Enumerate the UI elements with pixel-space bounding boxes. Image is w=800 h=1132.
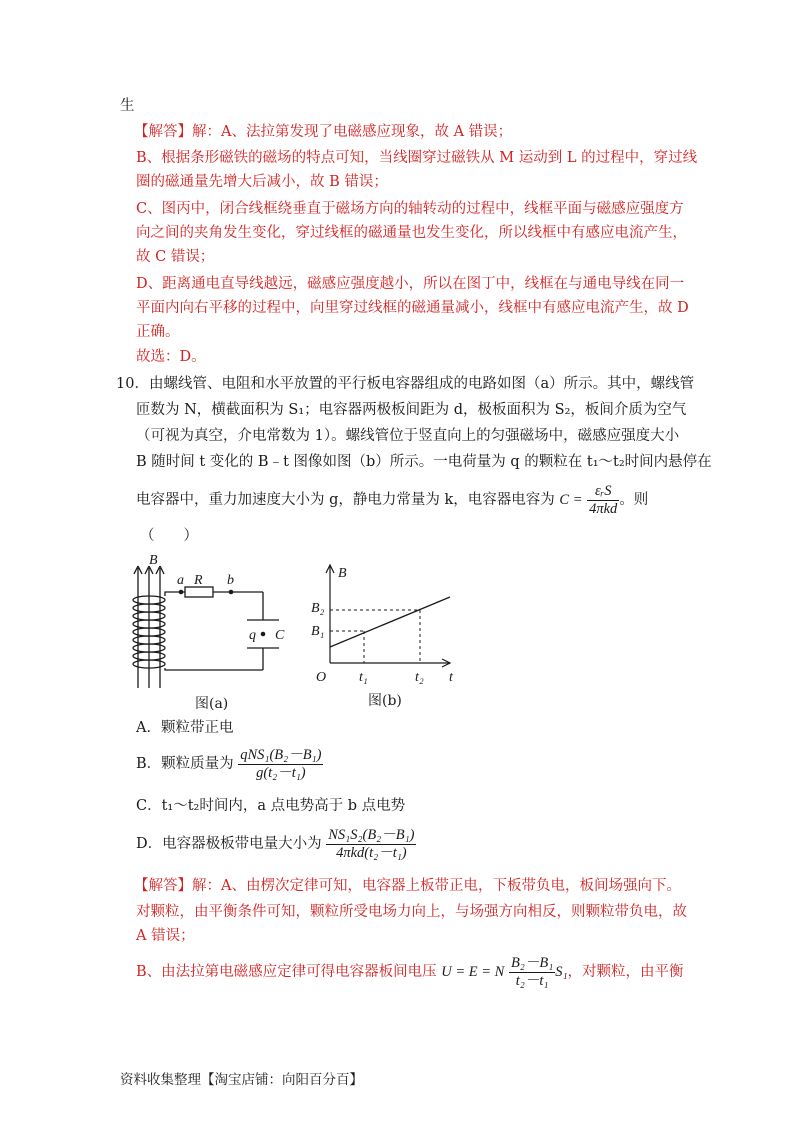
node-a [179, 590, 184, 595]
option-b-fraction [238, 747, 323, 782]
option-d [136, 826, 416, 862]
solution10-text-1: 解：A、由楞次定律可知，电容器上板带正电，下板带负电，板间场强向下。 [192, 878, 681, 894]
capacitance-denominator: 4πkd [589, 500, 618, 517]
axis-label-t: t [449, 670, 453, 685]
question10-text-1: 由螺线管、电阻和水平放置的平行板电容器组成的电路如图（a）所示。其中，螺线管 [148, 376, 695, 392]
question10-line-1 [116, 374, 694, 394]
voltage-fraction [509, 955, 555, 990]
solution10-line-3: A 错误； [136, 928, 195, 944]
tick-label-B1: B₁ [311, 624, 325, 639]
solution9-b-line-1: B、根据条形磁铁的磁场的特点可知，当线圈穿过磁铁从 M 运动到 L 的过程中，穿过线 [136, 150, 698, 166]
charged-particle [261, 632, 266, 637]
resistor-label: R [194, 573, 203, 588]
top-fragment: 生 [120, 98, 135, 114]
node-b-label: b [227, 573, 234, 588]
solution9-d-line-1: D、距离通电直导线越远，磁感应强度越小，所以在图丁中，线框在与通电导线在同一 [136, 276, 685, 292]
question10-text-5: 电容器中，重力加速度大小为 g，静电力常量为 k，电容器电容为 [136, 492, 555, 508]
figure-a-caption: 图(a) [195, 696, 229, 712]
solution10-line-4 [136, 954, 684, 990]
voltage-numerator: B₂－B₁ [510, 954, 554, 971]
tick-label-t1: t₁ [359, 670, 368, 685]
solution9-a-text: 解：A、法拉第发现了电磁感应现象，故 A 错误； [192, 124, 513, 140]
question10-text-5-end: 。则 [619, 492, 649, 508]
figure-a-circuit [125, 548, 295, 718]
question10-line-2: 匝数为 N，横截面积为 S₁；电容器两极板间距为 d，极板面积为 S₂，板间介质为空气 [136, 402, 687, 418]
question10-line-3: （可视为真空，介电常数为 1）。螺线管位于竖直向上的匀强磁场中，磁感应强度大小 [136, 428, 680, 444]
solution10-text-4: B、由法拉第电磁感应定律可得电容器板间电压 [136, 964, 437, 980]
solution9-c-line-3: 故 C 错误； [136, 249, 215, 265]
capacitance-formula-lhs: C = [559, 492, 583, 508]
tick-label-B2: B₂ [311, 601, 325, 616]
option-b-text: B．颗粒质量为 [136, 756, 234, 772]
question-number: 10． [116, 376, 149, 392]
figure-b-graph [308, 555, 468, 715]
question10-line-5 [136, 482, 648, 518]
option-a: A．颗粒带正电 [136, 720, 234, 736]
option-d-denominator: 4πkd(t₂－t₁) [336, 844, 407, 861]
solution10-line-2: 对颗粒，由平衡条件可知，颗粒所受电场力向上，与场强方向相反，则颗粒带负电，故 [136, 904, 687, 920]
capacitor-label: C [275, 628, 285, 643]
answer-tag: 【解答】 [134, 124, 192, 140]
voltage-formula-lhs: U = E = N [441, 964, 505, 980]
origin-label: O [316, 670, 327, 685]
option-c: C．t₁～t₂时间内，a 点电势高于 b 点电势 [136, 798, 406, 814]
solution9-line-1 [134, 122, 512, 142]
solution9-d-line-2: 平面内向右平移的过程中，向里穿过线框的磁通量减小，线框中有感应电流产生，故 D [136, 300, 689, 316]
option-b-numerator: qNS₁(B₂－B₁) [240, 746, 322, 763]
voltage-s1: S₁ [555, 964, 568, 980]
option-d-text: D．电容器极板带电量大小为 [136, 836, 322, 852]
option-d-fraction [326, 827, 416, 862]
charge-label: q [249, 628, 256, 643]
voltage-denominator: t₂－t₁ [515, 972, 549, 989]
figure-b-caption: 图(b) [368, 693, 402, 709]
solution9-c-line-1: C、图丙中，闭合线框绕垂直于磁场方向的轴转动的过程中，线框平面与磁感应强度方 [136, 201, 684, 217]
footer-source: 资料收集整理【淘宝店铺：向阳百分百】 [120, 1072, 363, 1088]
capacitance-numerator: εᵣS [587, 483, 619, 501]
field-label-B: B [149, 553, 158, 568]
node-a-label: a [177, 573, 184, 588]
solution9-d-line-3: 正确。 [136, 324, 180, 340]
b-t-line [330, 597, 450, 647]
solution9-answer: 故选：D。 [136, 349, 206, 365]
capacitance-fraction [587, 483, 619, 518]
solution9-b-line-2: 圈的磁通量先增大后减小，故 B 错误； [136, 174, 388, 190]
solution10-line-1 [134, 876, 681, 896]
solution10-text-4-end: ，对颗粒，由平衡 [567, 964, 684, 980]
axis-label-B: B [338, 566, 347, 581]
node-b [229, 590, 234, 595]
option-d-numerator: NS₁S₂(B₂－B₁) [328, 826, 415, 843]
option-b-denominator: g(t₂－t₁) [256, 764, 306, 781]
solution9-c-line-2: 向之间的夹角发生变化，穿过线框的磁通量也发生变化，所以线框中有感应电流产生， [136, 225, 687, 241]
answer-tag-2: 【解答】 [134, 878, 192, 894]
tick-label-t2: t₂ [415, 670, 424, 685]
question10-line-4: B 随时间 t 变化的 B﹣t 图像如图（b）所示。一电荷量为 q 的颗粒在 t₁～t₂时间内悬停在 [136, 454, 712, 470]
option-b [136, 746, 323, 782]
answer-bracket: （ ） [140, 528, 198, 544]
